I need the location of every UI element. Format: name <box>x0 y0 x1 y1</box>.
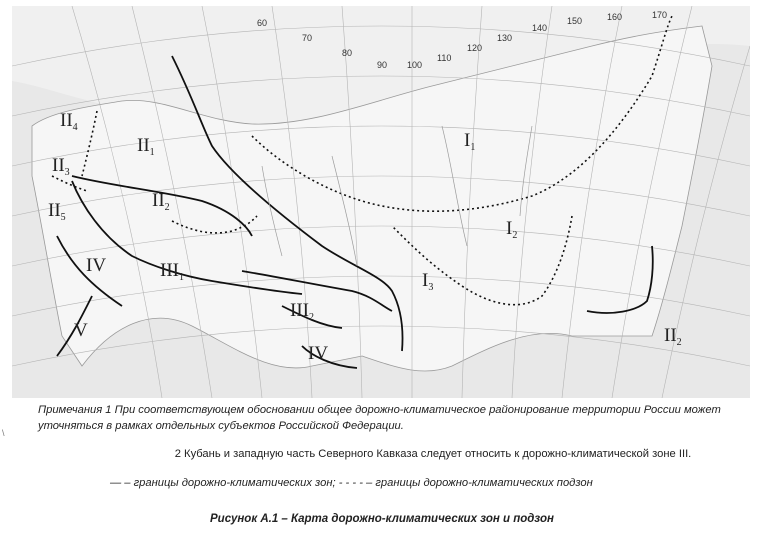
grid-label: 120 <box>467 43 483 53</box>
zone-label-II1: $II_1$ <box>137 135 155 158</box>
grid-label: 160 <box>607 12 623 22</box>
zone-label-I2: $I_2$ <box>506 218 518 241</box>
grid-label: 80 <box>342 48 353 58</box>
zone-label-V: V <box>74 320 88 341</box>
zone-label-I1: $I_1$ <box>464 130 476 153</box>
zone-label-IV-west: IV <box>86 255 107 276</box>
note-2: 2 Кубань и западную часть Северного Кавказа следует относить к дорожно-климатической зоне III. <box>174 448 692 460</box>
zone-label-III1: $III_1$ <box>160 260 184 283</box>
figure-caption: Рисунок А.1 – Карта дорожно-климатических зон и подзон <box>210 513 554 525</box>
side-mark: \ <box>2 428 5 438</box>
notes-block <box>38 402 748 491</box>
zone-label-II4: $II_4$ <box>60 110 78 133</box>
zone-label-I3: $I_3$ <box>422 270 434 293</box>
grid-label: 140 <box>532 23 548 33</box>
map-svg <box>12 6 750 398</box>
note-1: Примечания 1 При соответствующем обосновании общее дорожно-климатическое районирование территории России может уточняться в рамках отдельных субъектов Российской Федерации. <box>38 404 721 432</box>
legend: — – границы дорожно-климатических зон; - - - - – границы дорожно-климатических подзон <box>110 477 593 489</box>
zone-label-II5: $II_5$ <box>48 200 66 223</box>
zone-label-II2: $II_2$ <box>152 190 170 213</box>
grid-label: 150 <box>567 16 583 26</box>
climate-zone-map <box>12 6 750 398</box>
grid-label: 170 <box>652 10 668 20</box>
grid-label: 70 <box>302 33 313 43</box>
zone-label-III2: $III_2$ <box>290 300 314 323</box>
grid-label: 100 <box>407 60 423 70</box>
zone-label-II3: $II_3$ <box>52 155 70 178</box>
zone-label-II-east: $II_2$ <box>664 325 682 348</box>
grid-label: 130 <box>497 33 513 43</box>
zone-label-IV-south: IV <box>308 343 329 364</box>
grid-label: 60 <box>257 18 268 28</box>
grid-label: 90 <box>377 60 388 70</box>
grid-label: 110 <box>437 53 452 63</box>
